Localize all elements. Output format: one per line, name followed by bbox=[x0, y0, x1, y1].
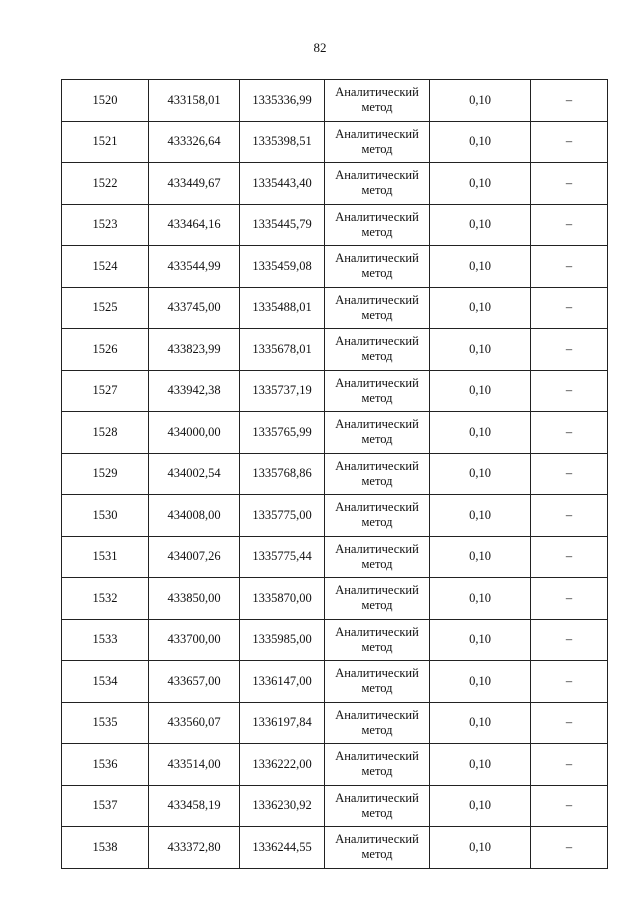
y-coordinate-cell: 1335985,00 bbox=[240, 619, 325, 661]
method-line-1: Аналитический bbox=[335, 334, 419, 349]
method-line-1: Аналитический bbox=[335, 168, 419, 183]
method-line-2: метод bbox=[361, 266, 393, 281]
accuracy-cell: 0,10 bbox=[430, 827, 531, 869]
method-line-2: метод bbox=[361, 307, 393, 322]
note-cell: – bbox=[531, 329, 608, 371]
x-coordinate-cell: 434002,54 bbox=[149, 453, 240, 495]
accuracy-cell: 0,10 bbox=[430, 370, 531, 412]
method-line-1: Аналитический bbox=[335, 209, 419, 224]
table-row bbox=[62, 121, 608, 163]
method-cell bbox=[325, 329, 430, 371]
accuracy-cell: 0,10 bbox=[430, 287, 531, 329]
x-coordinate-cell: 433745,00 bbox=[149, 287, 240, 329]
table-row bbox=[62, 453, 608, 495]
method-line-2: метод bbox=[361, 141, 393, 156]
method-line-2: метод bbox=[361, 847, 393, 862]
note-cell: – bbox=[531, 370, 608, 412]
method-line-1: Аналитический bbox=[335, 126, 419, 141]
accuracy-cell: 0,10 bbox=[430, 661, 531, 703]
x-coordinate-cell: 433850,00 bbox=[149, 578, 240, 620]
note-cell: – bbox=[531, 80, 608, 122]
method-line-1: Аналитический bbox=[335, 666, 419, 681]
accuracy-cell: 0,10 bbox=[430, 163, 531, 205]
y-coordinate-cell: 1336230,92 bbox=[240, 785, 325, 827]
y-coordinate-cell: 1336197,84 bbox=[240, 702, 325, 744]
method-cell bbox=[325, 163, 430, 205]
method-line-2: метод bbox=[361, 100, 393, 115]
point-number-cell: 1536 bbox=[62, 744, 149, 786]
y-coordinate-cell: 1335775,00 bbox=[240, 495, 325, 537]
page-number: 82 bbox=[313, 40, 327, 55]
x-coordinate-cell: 433544,99 bbox=[149, 246, 240, 288]
y-coordinate-cell: 1335775,44 bbox=[240, 536, 325, 578]
note-cell: – bbox=[531, 744, 608, 786]
method-line-1: Аналитический bbox=[335, 707, 419, 722]
point-number-cell: 1537 bbox=[62, 785, 149, 827]
method-cell bbox=[325, 536, 430, 578]
y-coordinate-cell: 1336147,00 bbox=[240, 661, 325, 703]
method-cell bbox=[325, 578, 430, 620]
note-cell: – bbox=[531, 827, 608, 869]
point-number-cell: 1530 bbox=[62, 495, 149, 537]
table-row bbox=[62, 785, 608, 827]
table-row bbox=[62, 370, 608, 412]
point-number-cell: 1524 bbox=[62, 246, 149, 288]
x-coordinate-cell: 433372,80 bbox=[149, 827, 240, 869]
method-line-2: метод bbox=[361, 722, 393, 737]
accuracy-cell: 0,10 bbox=[430, 121, 531, 163]
table-row bbox=[62, 329, 608, 371]
x-coordinate-cell: 434007,26 bbox=[149, 536, 240, 578]
point-number-cell: 1535 bbox=[62, 702, 149, 744]
method-line-1: Аналитический bbox=[335, 375, 419, 390]
method-cell bbox=[325, 121, 430, 163]
method-cell bbox=[325, 827, 430, 869]
y-coordinate-cell: 1336244,55 bbox=[240, 827, 325, 869]
point-number-cell: 1525 bbox=[62, 287, 149, 329]
note-cell: – bbox=[531, 287, 608, 329]
point-number-cell: 1526 bbox=[62, 329, 149, 371]
x-coordinate-cell: 433560,07 bbox=[149, 702, 240, 744]
table-row bbox=[62, 702, 608, 744]
table-row bbox=[62, 287, 608, 329]
x-coordinate-cell: 433823,99 bbox=[149, 329, 240, 371]
accuracy-cell: 0,10 bbox=[430, 619, 531, 661]
method-cell bbox=[325, 661, 430, 703]
x-coordinate-cell: 434008,00 bbox=[149, 495, 240, 537]
table-row bbox=[62, 578, 608, 620]
note-cell: – bbox=[531, 412, 608, 454]
y-coordinate-cell: 1335765,99 bbox=[240, 412, 325, 454]
x-coordinate-cell: 433449,67 bbox=[149, 163, 240, 205]
y-coordinate-cell: 1335336,99 bbox=[240, 80, 325, 122]
table-row bbox=[62, 619, 608, 661]
note-cell: – bbox=[531, 204, 608, 246]
method-cell bbox=[325, 495, 430, 537]
method-cell bbox=[325, 370, 430, 412]
method-line-1: Аналитический bbox=[335, 749, 419, 764]
note-cell: – bbox=[531, 785, 608, 827]
note-cell: – bbox=[531, 536, 608, 578]
table-row bbox=[62, 246, 608, 288]
method-line-2: метод bbox=[361, 183, 393, 198]
method-cell bbox=[325, 744, 430, 786]
table-row bbox=[62, 827, 608, 869]
method-line-2: метод bbox=[361, 805, 393, 820]
x-coordinate-cell: 433464,16 bbox=[149, 204, 240, 246]
x-coordinate-cell: 433326,64 bbox=[149, 121, 240, 163]
y-coordinate-cell: 1335398,51 bbox=[240, 121, 325, 163]
y-coordinate-cell: 1335488,01 bbox=[240, 287, 325, 329]
method-line-1: Аналитический bbox=[335, 541, 419, 556]
method-cell bbox=[325, 80, 430, 122]
point-number-cell: 1532 bbox=[62, 578, 149, 620]
method-cell bbox=[325, 619, 430, 661]
method-line-2: метод bbox=[361, 432, 393, 447]
method-line-1: Аналитический bbox=[335, 458, 419, 473]
point-number-cell: 1531 bbox=[62, 536, 149, 578]
point-number-cell: 1529 bbox=[62, 453, 149, 495]
accuracy-cell: 0,10 bbox=[430, 204, 531, 246]
table-row bbox=[62, 163, 608, 205]
x-coordinate-cell: 433657,00 bbox=[149, 661, 240, 703]
accuracy-cell: 0,10 bbox=[430, 329, 531, 371]
note-cell: – bbox=[531, 121, 608, 163]
method-cell bbox=[325, 412, 430, 454]
x-coordinate-cell: 433458,19 bbox=[149, 785, 240, 827]
method-line-1: Аналитический bbox=[335, 500, 419, 515]
y-coordinate-cell: 1335445,79 bbox=[240, 204, 325, 246]
accuracy-cell: 0,10 bbox=[430, 412, 531, 454]
point-number-cell: 1527 bbox=[62, 370, 149, 412]
method-line-2: метод bbox=[361, 598, 393, 613]
accuracy-cell: 0,10 bbox=[430, 785, 531, 827]
accuracy-cell: 0,10 bbox=[430, 744, 531, 786]
note-cell: – bbox=[531, 495, 608, 537]
method-cell bbox=[325, 246, 430, 288]
note-cell: – bbox=[531, 453, 608, 495]
y-coordinate-cell: 1335870,00 bbox=[240, 578, 325, 620]
y-coordinate-cell: 1335737,19 bbox=[240, 370, 325, 412]
table-row bbox=[62, 536, 608, 578]
coordinates-table bbox=[61, 79, 608, 869]
table-row bbox=[62, 204, 608, 246]
method-line-1: Аналитический bbox=[335, 624, 419, 639]
method-cell bbox=[325, 287, 430, 329]
table-row bbox=[62, 412, 608, 454]
note-cell: – bbox=[531, 661, 608, 703]
accuracy-cell: 0,10 bbox=[430, 578, 531, 620]
point-number-cell: 1522 bbox=[62, 163, 149, 205]
point-number-cell: 1538 bbox=[62, 827, 149, 869]
method-line-2: метод bbox=[361, 349, 393, 364]
method-line-1: Аналитический bbox=[335, 292, 419, 307]
note-cell: – bbox=[531, 163, 608, 205]
method-cell bbox=[325, 204, 430, 246]
note-cell: – bbox=[531, 578, 608, 620]
method-line-2: метод bbox=[361, 515, 393, 530]
x-coordinate-cell: 433514,00 bbox=[149, 744, 240, 786]
accuracy-cell: 0,10 bbox=[430, 80, 531, 122]
point-number-cell: 1521 bbox=[62, 121, 149, 163]
x-coordinate-cell: 433942,38 bbox=[149, 370, 240, 412]
x-coordinate-cell: 434000,00 bbox=[149, 412, 240, 454]
y-coordinate-cell: 1335459,08 bbox=[240, 246, 325, 288]
table-row bbox=[62, 744, 608, 786]
method-line-2: метод bbox=[361, 681, 393, 696]
x-coordinate-cell: 433700,00 bbox=[149, 619, 240, 661]
point-number-cell: 1528 bbox=[62, 412, 149, 454]
table-row bbox=[62, 80, 608, 122]
method-line-1: Аналитический bbox=[335, 251, 419, 266]
method-line-1: Аналитический bbox=[335, 832, 419, 847]
table-row bbox=[62, 661, 608, 703]
method-line-1: Аналитический bbox=[335, 583, 419, 598]
accuracy-cell: 0,10 bbox=[430, 702, 531, 744]
note-cell: – bbox=[531, 619, 608, 661]
accuracy-cell: 0,10 bbox=[430, 495, 531, 537]
y-coordinate-cell: 1335678,01 bbox=[240, 329, 325, 371]
point-number-cell: 1533 bbox=[62, 619, 149, 661]
method-line-1: Аналитический bbox=[335, 790, 419, 805]
note-cell: – bbox=[531, 702, 608, 744]
y-coordinate-cell: 1336222,00 bbox=[240, 744, 325, 786]
method-line-2: метод bbox=[361, 764, 393, 779]
method-line-2: метод bbox=[361, 556, 393, 571]
x-coordinate-cell: 433158,01 bbox=[149, 80, 240, 122]
method-line-2: метод bbox=[361, 639, 393, 654]
note-cell: – bbox=[531, 246, 608, 288]
method-line-2: метод bbox=[361, 224, 393, 239]
method-cell bbox=[325, 702, 430, 744]
accuracy-cell: 0,10 bbox=[430, 453, 531, 495]
y-coordinate-cell: 1335443,40 bbox=[240, 163, 325, 205]
y-coordinate-cell: 1335768,86 bbox=[240, 453, 325, 495]
method-cell bbox=[325, 453, 430, 495]
point-number-cell: 1520 bbox=[62, 80, 149, 122]
accuracy-cell: 0,10 bbox=[430, 246, 531, 288]
accuracy-cell: 0,10 bbox=[430, 536, 531, 578]
method-line-2: метод bbox=[361, 390, 393, 405]
method-line-1: Аналитический bbox=[335, 417, 419, 432]
method-line-2: метод bbox=[361, 473, 393, 488]
table-row bbox=[62, 495, 608, 537]
method-cell bbox=[325, 785, 430, 827]
method-line-1: Аналитический bbox=[335, 85, 419, 100]
table-body bbox=[62, 80, 608, 869]
point-number-cell: 1534 bbox=[62, 661, 149, 703]
point-number-cell: 1523 bbox=[62, 204, 149, 246]
